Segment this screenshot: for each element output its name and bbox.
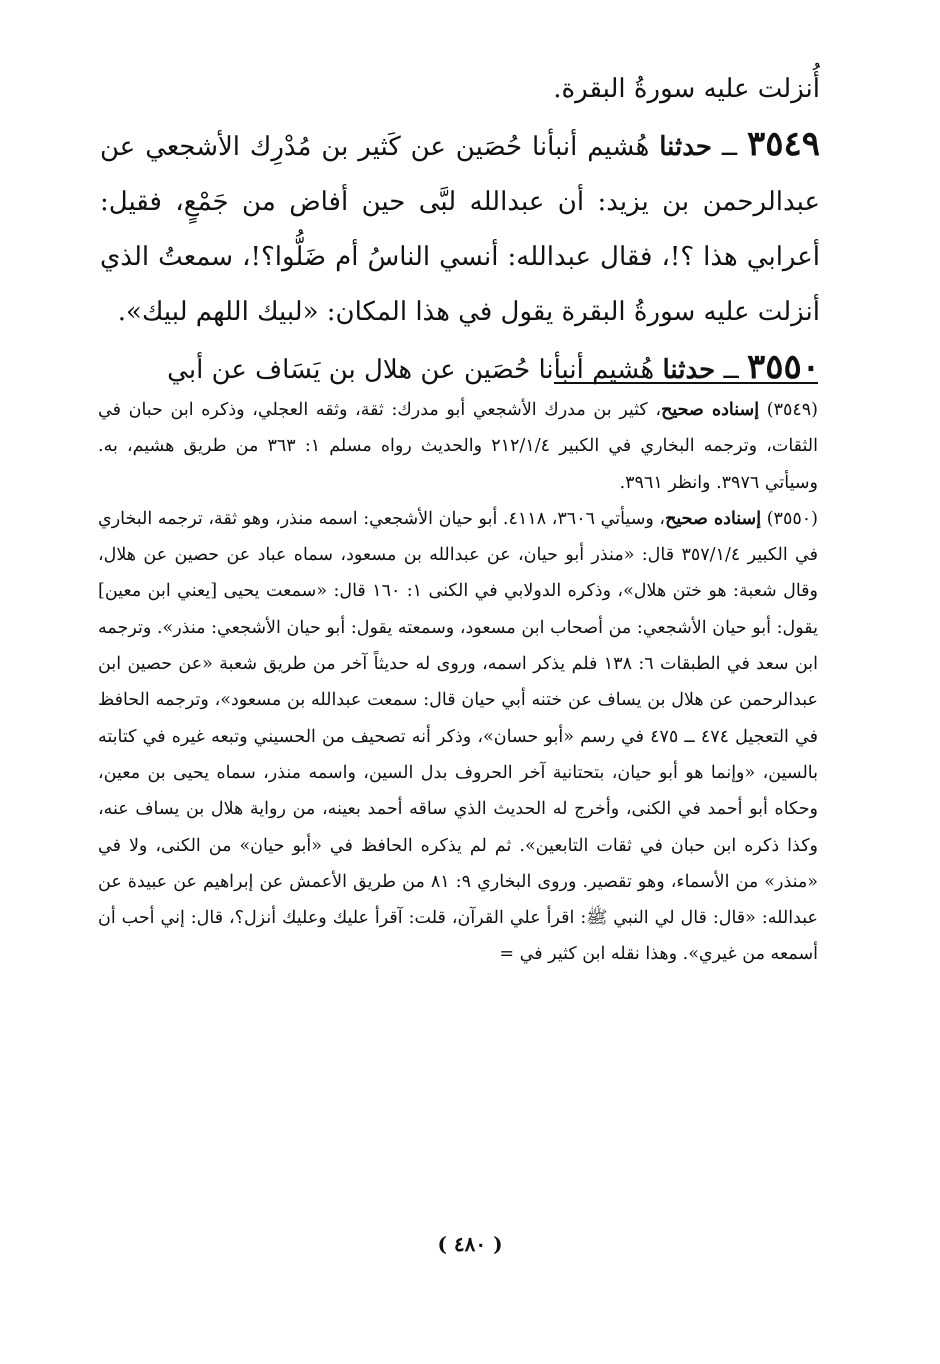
footnote-text: ، كثير بن مدرك الأشجعي أبو مدرك: ثقة، وثقه العجلي، وذكره ابن حبان في الثقات، وترجمه البخاري في الكبير ٢١٢/١/٤ والحديث رواه مسلم ١: ٣٦٣ من طريق هشيم، به. وسيأتي ٣٩٧٦. وانظر ٣٩٦١. <box>98 400 818 493</box>
hadith-text: هُشيم أنبأنا حُصَين عن كَثير بن مُدْرِك الأشجعي عن عبدالرحمن بن يزيد: أن عبدالله لبَّى حين أفاض من جَمْعٍ، فقيل: أعرابي هذا ؟!، فقال عبدالله: أنسي الناسُ أم ضَلُّوا؟!، سمعتُ الذي أنزلت عليه سورةُ البقرة يقول في هذا المكان: «لبيك اللهم لبيك». <box>100 132 820 327</box>
footnote-ref: (٣٥٥٠) <box>766 508 818 529</box>
footnote-label: إسناده صحيح <box>665 508 762 529</box>
hadith-dash: ــ <box>715 355 747 385</box>
footnote-text: ، وسيأتي ٣٦٠٦، ٤١١٨. أبو حيان الأشجعي: اسمه منذر، وهو ثقة، ترجمه البخاري في الكبير ٣٥٧/١/٤ قال: «منذر أبو حيان، عن عبدالله بن مسعود، سماه عباد عن حصين عن هلال، وقال شعبة: هو ختن هلال»، وذكره الدولابي في الكنى ١: ١٦٠ قال: «سمعت يحيى [يعني ابن معين] يقول: أبو حيان الأشجعي: من أصحاب ابن مسعود، وسمعته يقول: أبو حيان الأشجعي: منذر». وترجمه ابن سعد في الطبقات ٦: ١٣٨ فلم يذكر اسمه، وروى له حديثاً آخر من طريق شعبة «عن حصين ابن عبدالرحمن عن هلال بن يساف عن ختنه أبي حيان قال: سمعت عبدالله بن مسعود»، وترجمه الحافظ في التعجيل ٤٧٤ ــ ٤٧٥ في رسم «أبو حسان»، وذكر أنه تصحيف من الحسيني وتبعه غيره في كتابته بالسين، «وإنما هو أبو حيان، بتحتانية آخر الحروف بدل السين، واسمه منذر، سماه يحيى بن معين، وحكاه أبو أحمد في الكنى، وأخرج له الحديث الذي ساقه أحمد بعينه، من رواية هلال بن يساف عنه، وكذا ذكره ابن حبان في ثقات التابعين». ثم لم يذكره الحافظ في «أبو حيان» من الكنى، ولا في «منذر» من الأسماء، وهو تقصير. وروى البخاري ٩: ٨١ من طريق الأعمش عن إبراهيم عن عبيدة عن عبدالله: «قال: قال لي النبي ﷺ: اقرأ علي القرآن، قلت: آقرأ عليك وعليك أنزل؟، قال: إني أحب أن أسمعه من غيري». وهذا نقله ابن كثير في = <box>98 508 819 965</box>
footnote-ref: (٣٥٤٩) <box>766 400 818 420</box>
hadith-number: ٣٥٥٠ <box>746 347 820 387</box>
footnote-3550 <box>98 501 818 973</box>
hadith-keyword: حدثنا <box>662 355 716 385</box>
footnotes <box>98 392 818 973</box>
hadith-keyword: حدثنا <box>659 132 712 162</box>
hadith-3550 <box>100 340 820 398</box>
hadith-3549 <box>100 117 820 340</box>
footnote-3549 <box>98 392 818 501</box>
footnote-label: إسناده صحيح <box>661 400 760 420</box>
footnote-divider <box>554 382 818 384</box>
main-text <box>100 62 820 398</box>
text-line: أُنزلت عليه سورةُ البقرة. <box>553 74 820 104</box>
hadith-dash: ــ <box>711 132 747 162</box>
page-number: ( ٤٨٠ ) <box>437 1232 503 1256</box>
hadith-number: ٣٥٤٩ <box>746 124 821 164</box>
hadith-text: هُشيم أنبأنا حُصَين عن هلال بن يَسَاف عن أبي <box>167 355 663 385</box>
